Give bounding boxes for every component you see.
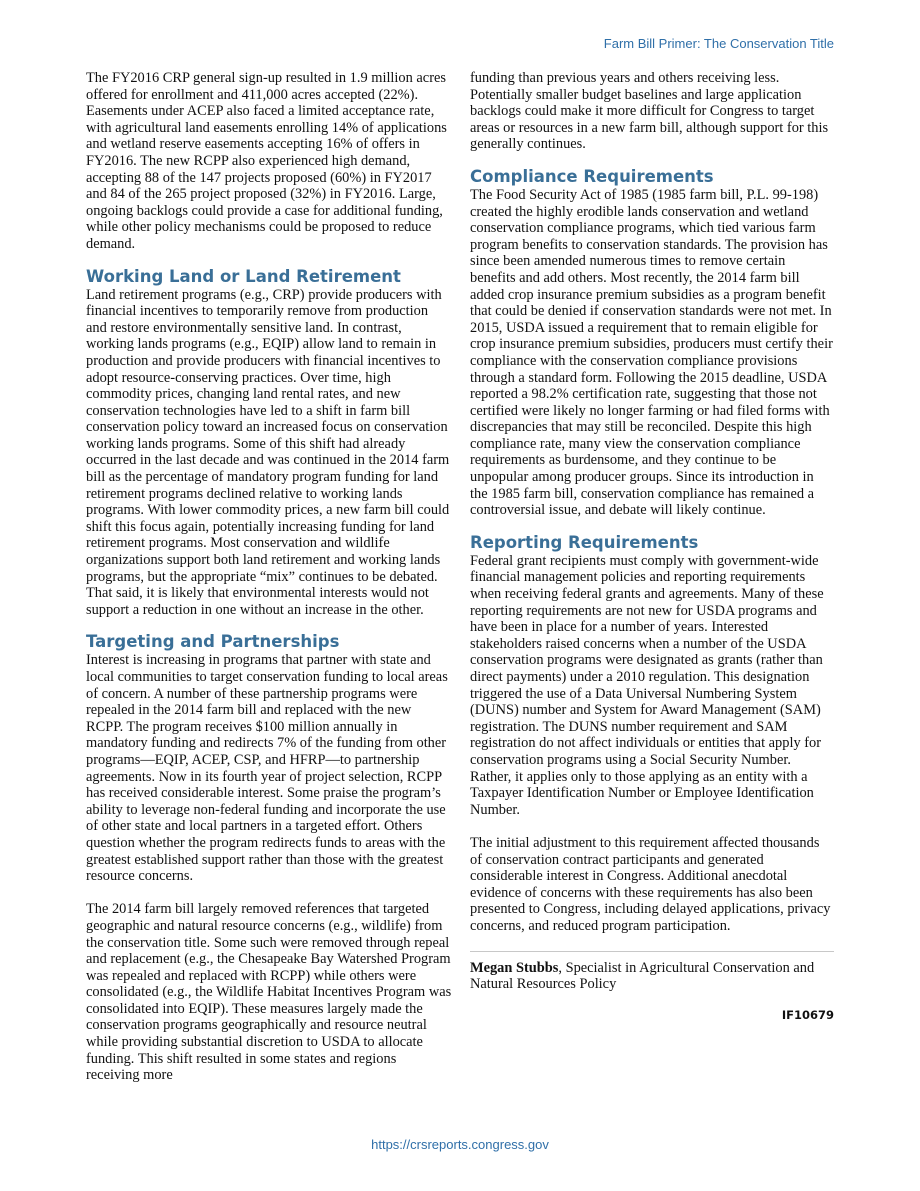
right-column — [470, 70, 834, 1023]
left-column — [86, 70, 452, 1084]
compliance-paragraph: The Food Security Act of 1985 (1985 farm bill, P.L. 99-198) created the highly erodible lands conservation and wetland conservation compliance programs, which tied various farm program benefits to conservation standards. The provision has since been amended numerous times to remove certain benefits and add others. Most recently, the 2014 farm bill added crop insurance premium subsidies as a program benefit that could be denied if conservation standards were not met. In 2015, USDA issued a requirement that to remain eligible for crop insurance premium subsidies, producers must certify their compliance with the conservation compliance provisions through a standard form. Following the 2015 deadline, USDA reported a 98.2% certification rate, suggesting that those not certified were likely no longer farming or had filed forms with discrepancies that may still be reconciled. Despite this high compliance rate, many view the conservation compliance requirements as burdensome, and they continue to be unpopular among producer groups. Since its introduction in the 1985 farm bill, conservation compliance has remained a controversial issue, and debate will likely continue. — [470, 186, 833, 519]
section-reporting — [470, 533, 834, 935]
author-name: Megan Stubbs — [470, 959, 559, 976]
section-working-land — [86, 267, 452, 619]
continued-paragraph: funding than previous years and others receiving less. Potentially smaller budget baselines and large application backlogs could make it more difficult for Congress to target areas or resources in a new farm bill, although support for this generally continues. — [470, 70, 829, 153]
running-header: Farm Bill Primer: The Conservation Title — [603, 36, 834, 51]
section-compliance — [470, 167, 834, 519]
reporting-paragraph-1: Federal grant recipients must comply with government-wide financial management policies and reporting requirements when receiving federal grants and agreements. Many of these reporting requirements are not new for USDA programs and have been in place for a number of years. Interested stakeholders raised concerns when a number of the USDA conservation programs were designated as grants (rather than direct payments) under a 2010 regulation. This designation triggered the use of a Data Universal Numbering System (DUNS) number and System for Award Management (SAM) registration. The DUNS number requirement and SAM registration do not affect individuals or entities that apply for conservation programs using a Social Security Number. Rather, it applies only to those applying as an entity with a Taxpayer Identification Number or Employee Identification Number. — [470, 552, 824, 818]
targeting-paragraph-1: Interest is increasing in programs that partner with state and local communities to target conservation funding to local areas of concern. A number of these partnership programs were repealed in the 2014 farm bill and replaced with the new RCPP. The program receives $100 million annually in mandatory funding and redirects 7% of the funding from other programs—EQIP, ACEP, CSP, and HFRP—to partnership agreements. Now in its fourth year of project selection, RCPP has received considerable interest. Some praise the program’s ability to leverage non-federal funding and incorporate the use of other state and local partners in a targeted effort. Others question whether the program redirects funds to areas with the greatest established support rather than those with the greatest resource concerns. — [86, 652, 448, 885]
intro-paragraph: The FY2016 CRP general sign-up resulted in 1.9 million acres offered for enrollment and 411,000 acres accepted (22%). Easements under ACEP also faced a limited acceptance rate, with agricultural land easements enrolling 14% of applications and wetland reserve easements accepting 16% of offers in FY2016. The new RCPP also experienced high demand, accepting 88 of the 147 projects proposed (60%) in FY2017 and 84 of the 265 project proposed (32%) in FY2016. Large, ongoing backlogs could provide a case for additional funding, while other policy mechanisms could be proposed to reduce demand. — [86, 70, 447, 252]
reporting-paragraph-2: The initial adjustment to this requirement affected thousands of conservation contract participants and generated considerable interest in Congress. Additional anecdotal evidence of concerns with these requirements has also been presented to Congress, including delayed applications, privacy concerns, and reduced program participation. — [470, 834, 831, 934]
product-code: IF10679 — [781, 1007, 834, 1022]
section-heading-compliance: Compliance Requirements — [470, 166, 714, 186]
author-title: , Specialist in Agricultural Conservation and Natural Resources Policy — [470, 959, 815, 993]
section-targeting — [86, 632, 452, 1083]
footer-url-link[interactable]: https://crsreports.congress.gov — [371, 1137, 549, 1152]
section-heading-reporting: Reporting Requirements — [470, 532, 699, 552]
section-heading-targeting: Targeting and Partnerships — [86, 632, 340, 652]
author-line — [470, 960, 834, 993]
working-land-paragraph: Land retirement programs (e.g., CRP) provide producers with financial incentives to temporarily remove from production and restore environmentally sensitive land. In contrast, working lands programs (e.g., EQIP) allow land to remain in production and provide producers with financial incentives to adopt resource-conserving practices. Over time, high commodity prices, changing land rental rates, and new conservation technologies have led to a shift in farm bill conservation policy toward an increased focus on conservation working lands programs. Some of this shift had already occurred in the last decade and was continued in the 2014 farm bill as the percentage of mandatory program funding for land retirement programs declined relative to working lands programs. With lower commodity prices, a new farm bill could shift this focus again, potentially increasing funding for land retirement programs. Most conservation and wildlife organizations support both land retirement and working lands programs, but the appropriate “mix” continues to be debated. That said, it is likely that environmental interests would not support a reduction in one without an increase in the other. — [86, 286, 450, 618]
author-divider — [470, 951, 834, 952]
section-heading-working-land: Working Land or Land Retirement — [86, 266, 401, 286]
targeting-paragraph-2: The 2014 farm bill largely removed references that targeted geographic and natural resource concerns (e.g., wildlife) from the conservation title. Some such were removed through repeal and replacement (e.g., the Chesapeake Bay Watershed Program was repealed and replaced with RCPP) while others were consolidated (e.g., the Wildlife Habitat Incentives Program was consolidated into EQIP). These measures largely made the conservation programs geographically and resource neutral while providing substantial discretion to USDA to allocate funding. This shift resulted in some states and regions receiving more — [86, 901, 452, 1084]
